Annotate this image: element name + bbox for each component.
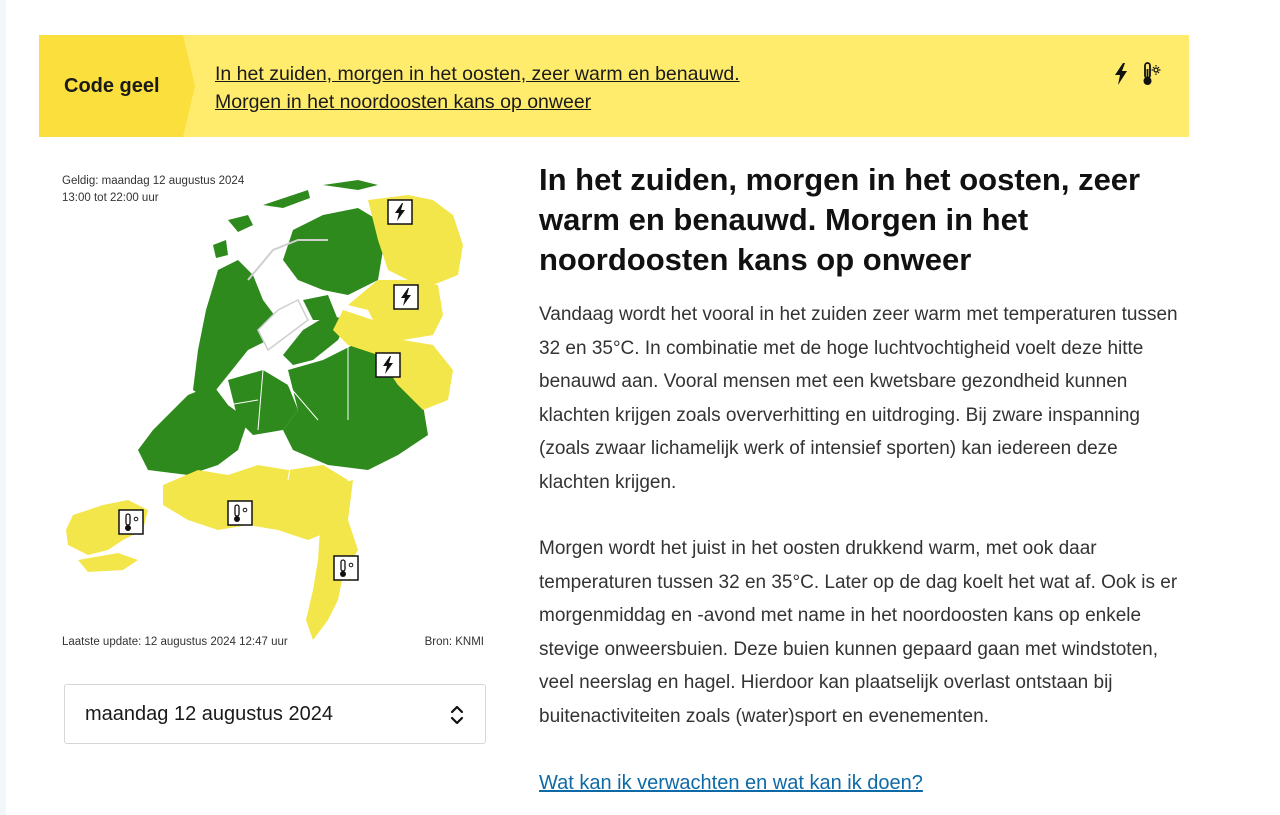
- page-title: In het zuiden, morgen in het oosten, zeer warm en benauwd. Morgen in het noordoosten kans op onweer: [539, 162, 1141, 277]
- map-source: Bron: KNMI: [424, 636, 484, 648]
- region-zuid-holland: [138, 385, 248, 475]
- region-icon-thermo-1: [119, 510, 143, 534]
- map-valid-date: Geldig: maandag 12 augustus 2024: [62, 175, 245, 187]
- warning-link-line2[interactable]: Morgen in het noordoosten kans op onweer: [215, 91, 592, 113]
- warning-banner: [39, 35, 1189, 137]
- region-noord-brabant: [163, 465, 348, 540]
- region-icon-thermo-2: [228, 501, 252, 525]
- map-valid-period: [62, 173, 244, 207]
- thermometer-sun-icon: [1141, 61, 1161, 87]
- date-select-value: maandag 12 augustus 2024: [85, 702, 333, 725]
- region-icon-lightning-3: [376, 353, 400, 377]
- warning-content: [539, 160, 1189, 733]
- region-icon-lightning-1: [388, 200, 412, 224]
- netherlands-map: [48, 160, 498, 660]
- forecast-paragraph-2: Morgen wordt het juist in het oosten drukkend warm, met ook daar temperaturen tussen 32 en 35°C. Later op de dag koelt het wat af. Ook is er morgenmiddag en -avond met name in het noordoosten kans op enkele stevige onweersbuien. Deze buien kunnen gepaard gaan met windstoten, veel neerslag en hagel. Hierdoor kan plaatselijk overlast ontstaan bij buitenactiviteiten zoals (water)sport en evenementen.: [539, 538, 1178, 727]
- lightning-icon: [1113, 62, 1129, 86]
- forecast-paragraph-1: Vandaag wordt het vooral in het zuiden zeer warm met temperaturen tussen 32 en 35°C. In combinatie met de hoge luchtvochtigheid voelt deze hitte benauwd aan. Vooral mensen met een kwetsbare gezondheid kunnen klachten krijgen zoals oververhitting en uitdroging. Bij zware inspanning (zoals zwaar lichamelijk werk of intensief sporten) kan iedereen deze klachten krijgen.: [539, 304, 1178, 493]
- left-edge: [0, 0, 6, 815]
- chevron-updown-icon: [449, 703, 465, 727]
- map-last-update: Laatste update: 12 augustus 2024 12:47 uur: [62, 636, 288, 648]
- banner-icons: [1113, 61, 1161, 87]
- warning-map: [48, 160, 498, 660]
- region-icon-lightning-2: [394, 285, 418, 309]
- region-friesland: [283, 208, 383, 295]
- code-level-label: Code geel: [39, 35, 183, 137]
- region-groningen: [368, 195, 463, 285]
- advice-link[interactable]: Wat kan ik verwachten en wat kan ik doen?: [539, 772, 923, 794]
- region-icon-thermo-3: [334, 556, 358, 580]
- date-select[interactable]: [64, 684, 486, 744]
- warning-link-line1[interactable]: In het zuiden, morgen in het oosten, zeer warm en benauwd.: [215, 63, 740, 85]
- warning-summary: [215, 35, 740, 137]
- map-valid-time: 13:00 tot 22:00 uur: [62, 192, 159, 204]
